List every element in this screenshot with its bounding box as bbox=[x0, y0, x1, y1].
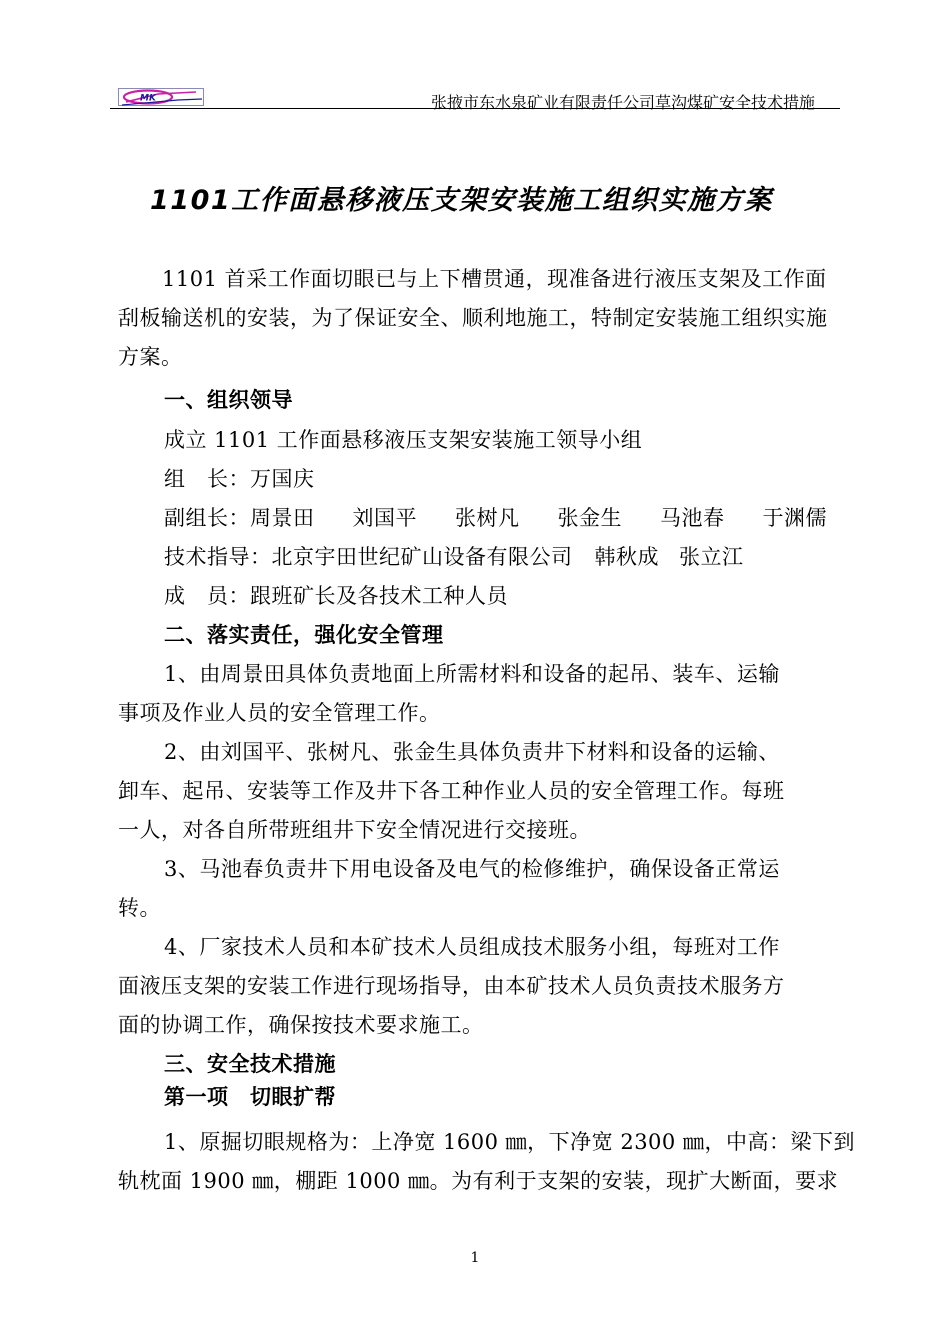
members-label: 成 员： bbox=[164, 584, 250, 608]
deputy-label: 副组长： bbox=[164, 506, 250, 530]
members-text: 跟班矿长及各技术工种人员 bbox=[250, 584, 508, 608]
section-2-line: 一人，对各自所带班组井下安全情况进行交接班。 bbox=[118, 818, 591, 842]
section-2-line: 转。 bbox=[118, 896, 161, 920]
section-2-line: 面液压支架的安装工作进行现场指导，由本矿技术人员负责技术服务方 bbox=[118, 974, 785, 998]
deputy-name: 刘国平 bbox=[352, 506, 417, 530]
header-company-line: 张掖市东水泉矿业有限责任公司草沟煤矿安全技术措施 bbox=[430, 93, 815, 112]
page-number: 1 bbox=[470, 1250, 480, 1266]
deputy-name: 张金生 bbox=[557, 506, 622, 530]
section-2-line: 1、由周景田具体负责地面上所需材料和设备的起吊、装车、运输 bbox=[164, 662, 780, 686]
deputy-name: 于渊儒 bbox=[762, 506, 827, 530]
tech-person: 张立江 bbox=[679, 545, 744, 569]
section-2-line: 卸车、起吊、安装等工作及井下各工种作业人员的安全管理工作。每班 bbox=[118, 779, 785, 803]
company-logo bbox=[118, 86, 204, 108]
intro-line-2: 刮板输送机的安装，为了保证安全、顺利地施工，特制定安装施工组织实施 bbox=[118, 306, 828, 330]
section-2-line: 2、由刘国平、张树凡、张金生具体负责井下材料和设备的运输、 bbox=[164, 740, 780, 764]
intro-line-1: 1101 首采工作面切眼已与上下槽贯通，现准备进行液压支架及工作面 bbox=[162, 267, 827, 291]
section-1-established: 成立 1101 工作面悬移液压支架安装施工领导小组 bbox=[164, 428, 643, 452]
header-divider bbox=[110, 108, 840, 109]
section-3-line: 1、原掘切眼规格为：上净宽 1600 ㎜，下净宽 2300 ㎜，中高：梁下到 bbox=[164, 1130, 855, 1154]
svg-text:MK: MK bbox=[140, 93, 156, 104]
leader-label: 组 长： bbox=[164, 467, 250, 491]
section-2-line: 面的协调工作，确保按技术要求施工。 bbox=[118, 1013, 484, 1037]
section-2-heading: 二、落实责任，强化安全管理 bbox=[164, 623, 444, 647]
section-3-heading: 三、安全技术措施 bbox=[164, 1052, 336, 1076]
deputy-name: 张树凡 bbox=[455, 506, 520, 530]
members-row bbox=[164, 580, 508, 610]
leader-row bbox=[164, 463, 315, 493]
document-title: 1101工作面悬移液压支架安装施工组织实施方案 bbox=[150, 185, 773, 216]
tech-person: 韩秋成 bbox=[594, 545, 659, 569]
section-2-line: 4、厂家技术人员和本矿技术人员组成技术服务小组，每班对工作 bbox=[164, 935, 780, 959]
section-2-line: 事项及作业人员的安全管理工作。 bbox=[118, 701, 441, 725]
deputy-row bbox=[164, 502, 827, 532]
tech-label: 技术指导： bbox=[164, 545, 272, 569]
section-3-subheading: 第一项 切眼扩帮 bbox=[164, 1085, 336, 1109]
section-1-heading: 一、组织领导 bbox=[164, 388, 293, 412]
deputy-name: 周景田 bbox=[250, 506, 315, 530]
intro-line-3: 方案。 bbox=[118, 345, 183, 369]
tech-company: 北京宇田世纪矿山设备有限公司 bbox=[271, 545, 573, 569]
leader-name: 万国庆 bbox=[250, 467, 315, 491]
section-2-line: 3、马池春负责井下用电设备及电气的检修维护，确保设备正常运 bbox=[164, 857, 780, 881]
tech-guidance-row bbox=[164, 541, 744, 571]
deputy-name: 马池春 bbox=[660, 506, 725, 530]
section-3-line: 轨枕面 1900 ㎜，棚距 1000 ㎜。为有利于支架的安装，现扩大断面，要求 bbox=[118, 1169, 839, 1193]
